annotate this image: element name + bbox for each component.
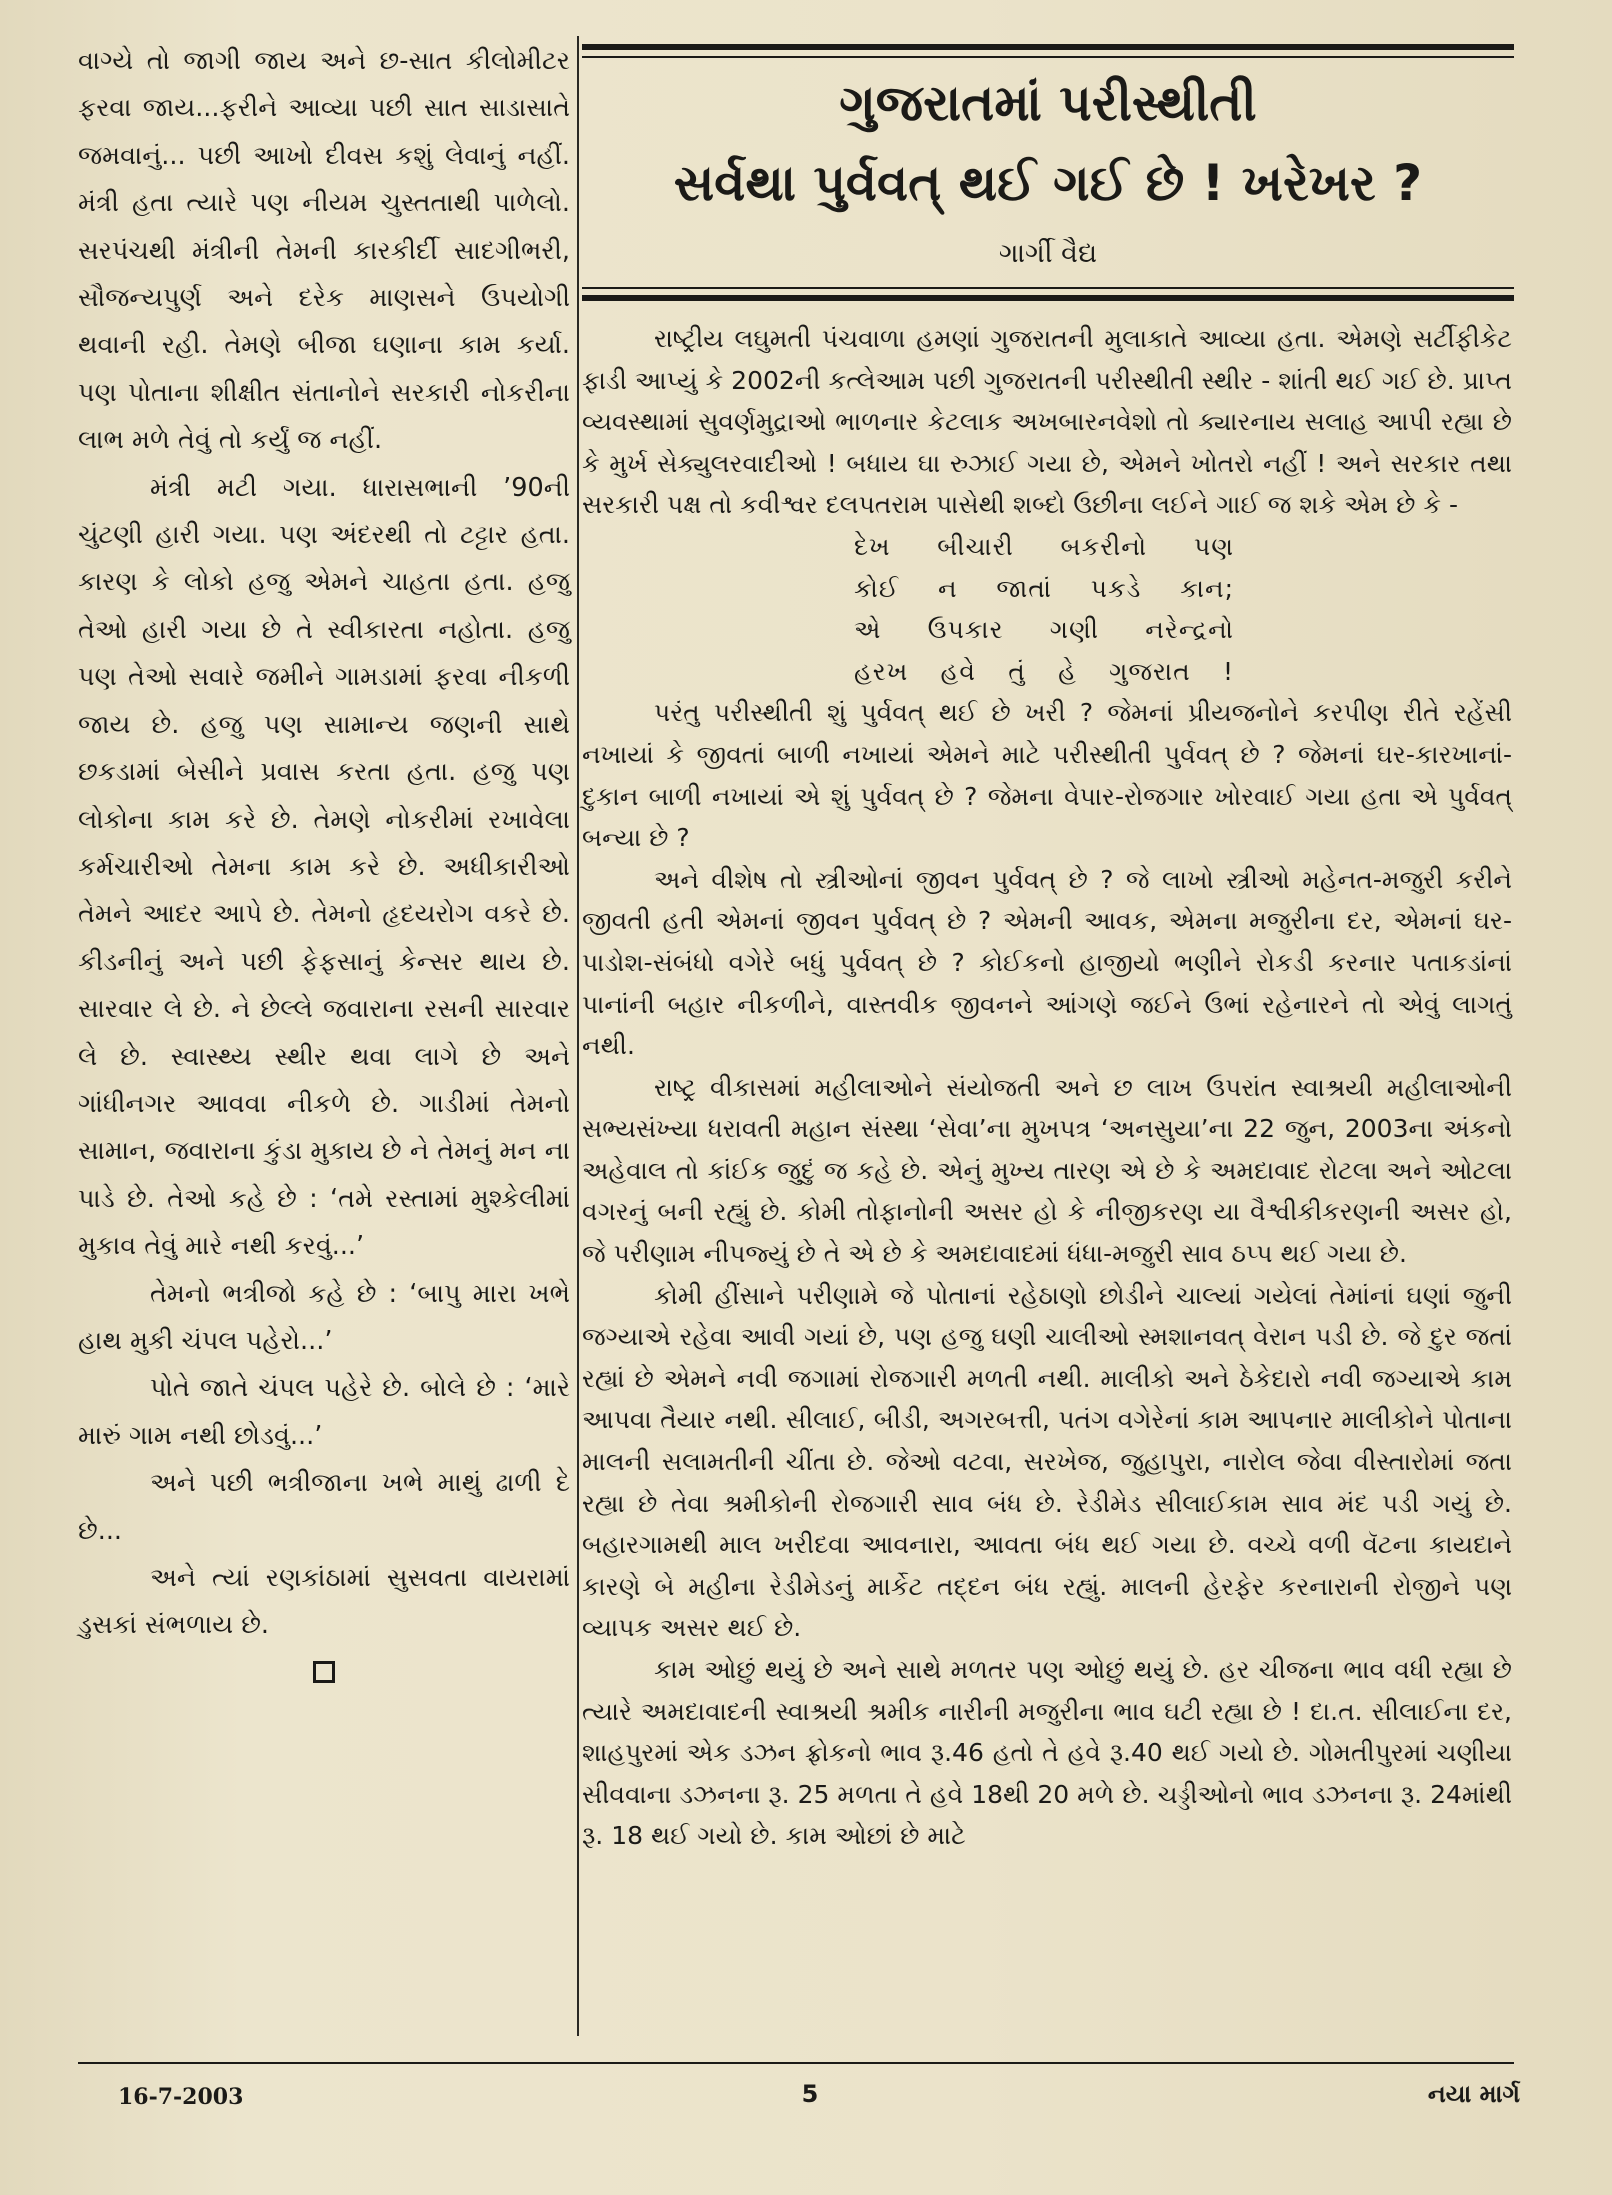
header-rule-thick-top bbox=[582, 44, 1514, 50]
header-rule-thin-top bbox=[582, 56, 1514, 58]
left-paragraph-4: પોતે જાતે ચંપલ પહેરે છે. બોલે છે : ‘મારે મારું ગામ નથી છોડવું...’ bbox=[78, 1373, 570, 1451]
left-paragraph-2: મંત્રી મટી ગયા. ધારાસભાની ’90ની ચુંટણી હારી ગયા. પણ અંદરથી તો ટટ્ટાર હતા. કારણ કે લોકો હજુ એમને ચાહતા હતા. હજુ તેઓ હારી ગયા છે તે સ્વીકારતા નહોતા. હજુ પણ તેઓ સવારે જમીને ગામડામાં ફરવા નીકળી જાય છે. હજુ પણ સામાન્ય જણની સાથે છકડામાં બેસીને પ્રવાસ કરતા હતા. હજુ પણ લોકોના કામ કરે છે. તેમણે નોકરીમાં રખાવેલા કર્મચારીઓ તેમના કામ કરે છે. અધીકારીઓ તેમને આદર આપે છે. તેમનો હૃદયરોગ વકરે છે. કીડનીનું અને પછી ફેફસાનું કેન્સર થાય છે. સારવાર લે છે. ને છેલ્લે જવારાના રસની સારવાર લે છે. સ્વાસ્થ્ય સ્થીર થવા લાગે છે અને ગાંધીનગર આવવા નીકળે છે. ગાડીમાં તેમનો સામાન, જવારાના કુંડા મુકાય છે ને તેમનું મન ના પાડે છે. તેઓ કહે છે : ‘તમે રસ્તામાં મુશ્કેલીમાં મુકાવ તેવું મારે નથી કરવું...’ bbox=[78, 472, 570, 1262]
article-body bbox=[582, 318, 1512, 1857]
left-paragraph-1: વાગ્યે તો જાગી જાય અને છ-સાત કીલોમીટર ફરવા જાય...ફરીને આવ્યા પછી સાત સાડાસાતે જમવાનું... પછી આખો દીવસ કશું લેવાનું નહીં. મંત્રી હતા ત્યારે પણ નીયમ ચુસ્તતાથી પાળેલો. સરપંચથી મંત્રીની તેમની કારકીર્દી સાદગીભરી, સૌજન્યપુર્ણ અને દરેક માણસને ઉપયોગી થવાની રહી. તેમણે બીજા ઘણાના કામ કર્યા. પણ પોતાના શીક્ષીત સંતાનોને સરકારી નોકરીના લાભ મળે તેવું તો કર્યું જ નહીં. bbox=[78, 46, 570, 456]
article-paragraph-3: અને વીશેષ તો સ્ત્રીઓનાં જીવન પુર્વવત્ છે ? જે લાખો સ્ત્રીઓ મહેનત-મજુરી કરીને જીવતી હતી એમનાં જીવન પુર્વવત્ છે ? એમની આવક, એમના મજુરીના દર, એમનાં ઘર-પાડોશ-સંબંધો વગેરે બધું પુર્વવત્ છે ? કોઈકનો હાજીયો ભણીને રોકડી કરનાર પતાકડાંનાં પાનાંની બહાર નીકળીને, વાસ્તવીક જીવનને આંગણે જઈને ઉભાં રહેનારને તો એવું લાગતું નથી. bbox=[582, 864, 1512, 1061]
left-paragraph-6: અને ત્યાં રણકાંઠામાં સુસવતા વાયરામાં ડુસકાં સંભળાય છે. bbox=[78, 1563, 570, 1641]
column-divider bbox=[577, 36, 579, 2036]
article-paragraph-1: રાષ્ટ્રીય લઘુમતી પંચવાળા હમણાં ગુજરાતની મુલાકાતે આવ્યા હતા. એમણે સર્ટીફીકેટ ફાડી આપ્યું કે 2002ની કત્લેઆમ પછી ગુજરાતની પરીસ્થીતી સ્થીર - શાંતી થઈ ગઈ છે. પ્રાપ્ત વ્યવસ્થામાં સુવર્ણમુદ્રાઓ ભાળનાર કેટલાક અખબારનવેશો તો ક્યારનાય સલાહ આપી રહ્યા છે કે મુર્ખ સેક્યુલરવાદીઓ ! બધાય ઘા રુઝાઈ ગયા છે, એમને ખોતરો નહીં ! અને સરકાર તથા સરકારી પક્ષ તો કવીશ્વર દલપતરામ પાસેથી શબ્દો ઉછીના લઈને ગાઈ જ શકે એમ છે કે - bbox=[582, 324, 1512, 520]
footer-rule bbox=[78, 2062, 1514, 2064]
article-paragraph-4: રાષ્ટ્ર વીકાસમાં મહીલાઓને સંયોજતી અને છ લાખ ઉપરાંત સ્વાશ્રયી મહીલાઓની સભ્યસંખ્યા ધરાવતી મહાન સંસ્થા ‘સેવા’ના મુખપત્ર ‘અનસુયા’ના 22 જુન, 2003ના અંકનો અહેવાલ તો કાંઈક જુદું જ કહે છે. એનું મુખ્ય તારણ એ છે કે અમદાવાદ રોટલા અને ઓટલા વગરનું બની રહ્યું છે. કોમી તોફાનોની અસર હો કે નીજીકરણ યા વૈશ્વીકીકરણની અસર હો, જે પરીણામ નીપજ્યું છે તે એ છે કે અમદાવાદમાં ધંધા-મજુરી સાવ ઠપ્પ થઈ ગયા છે. bbox=[582, 1072, 1512, 1269]
poem-line: કોઈ ન જાતાં પકડે કાન; bbox=[854, 573, 1234, 603]
footer-date: 16-7-2003 bbox=[118, 2084, 244, 2110]
left-column bbox=[78, 38, 570, 2038]
article-title-line-1: ગુજરાતમાં પરીસ્થીતી bbox=[839, 74, 1257, 132]
poem-line: દેખ બીચારી બકરીનો પણ bbox=[854, 531, 1234, 561]
header-rule-thin-bottom bbox=[582, 287, 1514, 289]
end-of-article-mark bbox=[78, 1654, 570, 1694]
publication-name: નયા માર્ગ bbox=[1427, 2080, 1520, 2108]
header-rule-thick-bottom bbox=[582, 295, 1514, 301]
page-number: 5 bbox=[801, 2080, 819, 2108]
poem-quote bbox=[854, 526, 1234, 692]
article-title-line-2: સર્વથા પુર્વવત્ થઈ ગઈ છે ! ખરેખર ? bbox=[673, 154, 1423, 212]
poem-line: હરખ હવે તું હે ગુજરાત ! bbox=[854, 656, 1234, 686]
article-paragraph-2: પરંતુ પરીસ્થીતી શું પુર્વવત્ થઈ છે ખરી ? જેમનાં પ્રીયજનોને કરપીણ રીતે રહેંસી નખાયાં કે જીવતાં બાળી નખાયાં એમને માટે પરીસ્થીતી પુર્વવત્ છે ? જેમનાં ઘર-કારખાનાં-દુકાન બાળી નખાયાં એ શું પુર્વવત્ છે ? જેમના વેપાર-રોજગાર ખોરવાઈ ગયા હતા એ પુર્વવત્ બન્યા છે ? bbox=[582, 698, 1512, 853]
article-paragraph-6: કામ ઓછું થયું છે અને સાથે મળતર પણ ઓછું થયું છે. હર ચીજના ભાવ વધી રહ્યા છે ત્યારે અમદાવાદની સ્વાશ્રયી શ્રમીક નારીની મજુરીના ભાવ ઘટી રહ્યા છે ! દા.ત. સીલાઈના દર, શાહપુરમાં એક ડઝન ફ્રોકનો ભાવ રૂ.46 હતો તે હવે રૂ.40 થઈ ગયો છે. ગોમતીપુરમાં ચણીયા સીવવાના ડઝનના રૂ. 25 મળતા તે હવે 18થી 20 મળે છે. ચડ્ડીઓનો ભાવ ડઝનના રૂ. 24માંથી રૂ. 18 થઈ ગયો છે. કામ ઓછાં છે માટે bbox=[582, 1655, 1512, 1851]
article-author: ગાર્ગી વૈદ્ય bbox=[998, 238, 1098, 269]
end-square-icon bbox=[313, 1661, 335, 1683]
left-paragraph-5: અને પછી ભત્રીજાના ખભે માથું ઢાળી દે છે... bbox=[78, 1468, 570, 1546]
left-paragraph-3: તેમનો ભત્રીજો કહે છે : ‘બાપુ મારા ખભે હાથ મુકી ચંપલ પહેરો...’ bbox=[78, 1278, 570, 1356]
poem-line: એ ઉપકાર ગણી નરેન્દ્રનો bbox=[854, 615, 1234, 645]
article-paragraph-5: કોમી હીંસાને પરીણામે જે પોતાનાં રહેઠાણો છોડીને ચાલ્યાં ગયેલાં તેમાંનાં ઘણાં જુની જગ્યાએ રહેવા આવી ગયાં છે, પણ હજુ ઘણી ચાલીઓ સ્મશાનવત્ વેરાન પડી છે. જે દુર જતાં રહ્યાં છે એમને નવી જગામાં રોજગારી મળતી નથી. માલીકો અને ઠેકેદારો નવી જગ્યાએ કામ આપવા તૈયાર નથી. સીલાઈ, બીડી, અગરબત્તી, પતંગ વગેરેનાં કામ આપનાર માલીકોને પોતાના માલની સલામતીની ચીંતા છે. જેઓ વટવા, સરખેજ, જુહાપુરા, નારોલ જેવા વીસ્તારોમાં જતા રહ્યા છે તેવા શ્રમીકોની રોજગારી સાવ બંધ છે. રેડીમેડ સીલાઈકામ સાવ મંદ પડી ગયું છે. બહારગામથી માલ ખરીદવા આવનારા, આવતા બંધ થઈ ગયા છે. વચ્ચે વળી વૅટના કાયદાને કારણે બે મહીના રેડીમેડનું માર્કેટ તદ્દન બંધ રહ્યું. માલની હેરફેર કરનારાની રોજીને પણ વ્યાપક અસર થઈ છે. bbox=[582, 1280, 1512, 1643]
